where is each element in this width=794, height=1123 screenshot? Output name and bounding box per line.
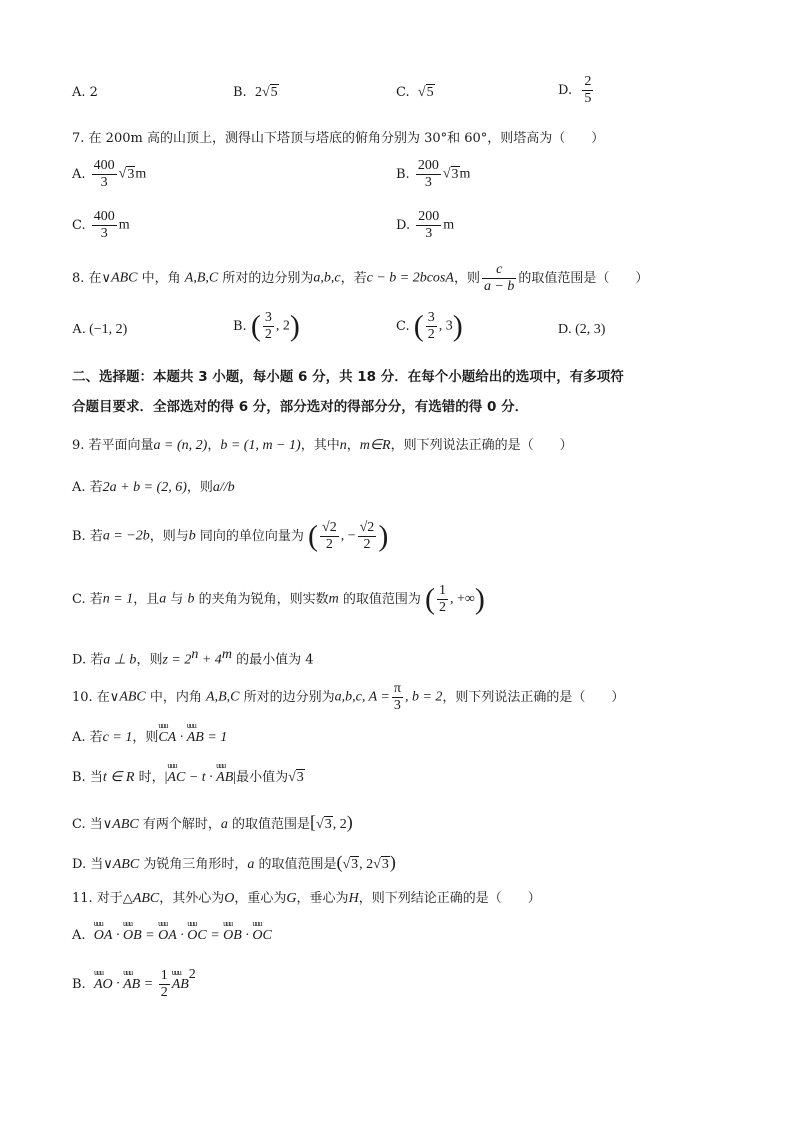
section-2-heading-line2: 合题目要求．全部选对的得 6 分，部分选对的得部分分，有选错的得 0 分． [72, 399, 529, 415]
q8-option-a: A. (−1, 2) [72, 322, 128, 337]
q10-stem: 10. 在∨ABC 中，内角 A,B,C 所对的边分别为a,b,c, A = $\frac{\pi}{3}$ , b = 2，则下列说法正确的是（ ） [72, 681, 625, 714]
q10-option-a: A. 若c = 1，则uuu CA · uuu AB = 1 [72, 731, 227, 745]
q8-option-d: D. (2, 3) [558, 322, 606, 337]
q9-option-c: C. 若n = 1，且a 与 b 的夹角为锐角，则实数m 的取值范围为 ( $\frac{1}{2}$ , +∞) [72, 582, 485, 616]
q9-stem: 9. 若平面向量a = (n, 2)，b = (1, m − 1)，其中n，m∈R，则下列说法正确的是（ ） [72, 438, 573, 453]
q9-option-a: A. 若2a + b = (2, 6)，则a//b [72, 480, 235, 495]
q8-stem: 8. 在∨ABC 中，角 A,B,C 所对的边分别为a,b,c，若c − b = 2bcosA，则 $\frac{c}{a - b}$ 的取值范围是（ ） [72, 262, 649, 295]
q10-option-b: B. 当t ∈ R 时，|uuu AC − t · uuu AB|最小值为√3 [72, 771, 305, 785]
q6-option-a: A. 2 [72, 85, 98, 100]
q10-option-c: C. 当∨ABC 有两个解时，a 的取值范围是[√3, 2) [72, 812, 353, 832]
q8-option-b: B. ( $\frac{3}{2}$ , 2) [233, 309, 300, 343]
q8-option-c: C. ( $\frac{3}{2}$ , 3) [396, 309, 463, 343]
q9-option-d: D. 若a ⊥ b，则$z = 2^n + 4^m$ 的最小值为 4 [72, 647, 314, 668]
section-2-heading-line1: 二、选择题：本题共 3 小题，每小题 6 分，共 18 分．在每个小题给出的选项中，有多项符 [72, 369, 624, 385]
q7-option-b: B. $\frac{200}{3}$ √3m [396, 158, 471, 191]
q7-option-d: D. $\frac{200}{3}$ m [396, 209, 455, 242]
q7-option-a: A. $\frac{400}{3}$ √3m [72, 158, 147, 191]
q6-option-d: D. $\frac{2}{5}$ [558, 74, 592, 107]
q11-stem: 11. 对于△ABC，其外心为O，重心为G，垂心为H，则下列结论正确的是（ ） [72, 891, 541, 906]
q7-stem: 7. 在 200m 高的山顶上，测得山下塔顶与塔底的俯角分别为 30°和 60°，则塔高为（ ） [72, 131, 605, 146]
q11-option-a: A. uuu OA · uuu OB = uuu OA · uuu OC = uuu OB · uuu OC [72, 929, 272, 943]
q10-option-d: D. 当∨ABC 为锐角三角形时，a 的取值范围是(√3, 2√3) [72, 852, 396, 872]
q6-option-c: C. √5 [396, 85, 434, 100]
q11-option-b: B. uuu AO · uuu AB = $\frac{1}{2}$ uuu $AB^2$ [72, 968, 196, 1001]
q6-option-b: B. 2√5 [233, 85, 278, 100]
q9-option-b: B. 若a = −2b，则与b 同向的单位向量为 ( $\frac{√2}{2}$ , − $\frac{√2}{2}$ ) [72, 519, 389, 553]
q7-option-c: C. $\frac{400}{3}$ m [72, 209, 130, 242]
